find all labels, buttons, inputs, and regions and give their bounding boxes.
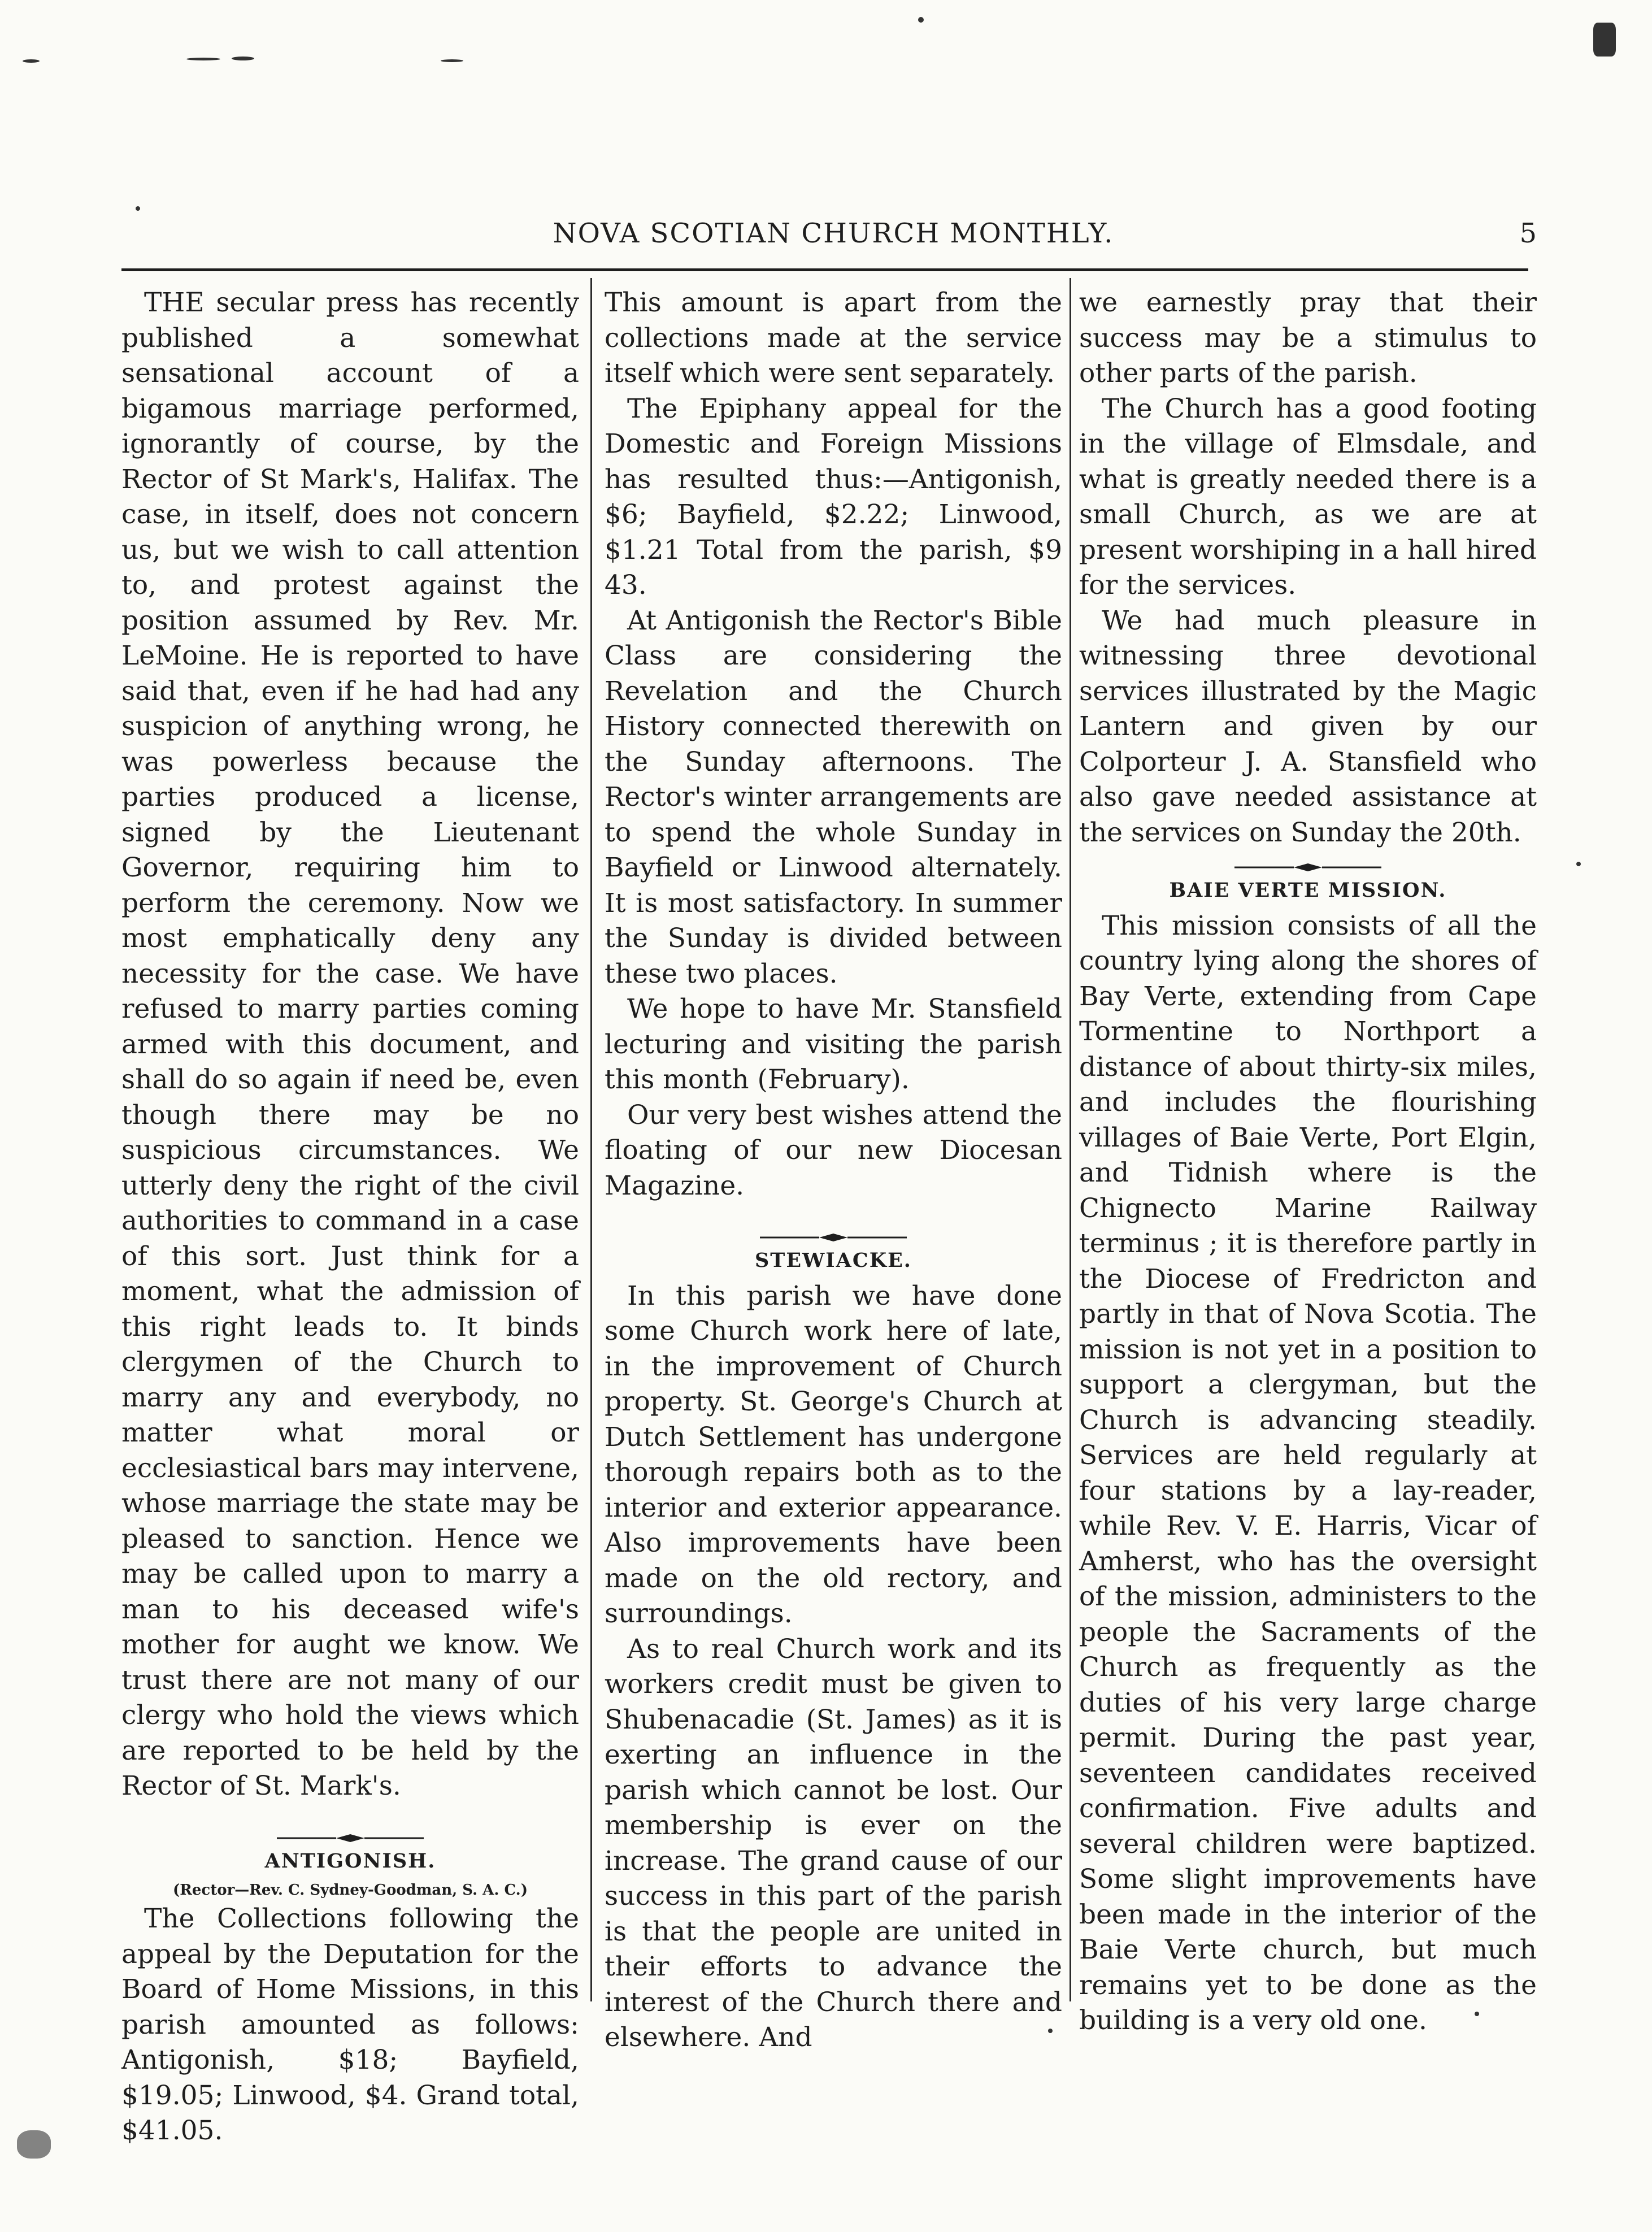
paragraph: This amount is apart from the collections made at the service itself which were sent separately. [605,287,1062,389]
scan-speck [1593,23,1616,57]
paragraph: We hope to have Mr. Stansfield lecturing and visiting the parish this month (February). [605,993,1062,1095]
section-ornament [1079,850,1537,873]
paragraph: In this parish we have done some Church work here of late, in the improvement of Church property. St. George's Church at Dutch Settlement has undergone thorough repairs both as to the interior and exterior appearance. Also improvements have been made on the old rectory, and surroundings. [605,1280,1062,1629]
running-title: NOVA SCOTIAN CHURCH MONTHLY. [553,218,1114,249]
page-header [130,218,1537,263]
section-heading-antigonish: ANTIGONISH. [264,1849,436,1873]
scan-speck [918,17,924,23]
scan-speck [1048,2029,1053,2033]
scan-speck [23,59,40,63]
paragraph: THE secular press has recently published a somewhat sensational account of a bigamous marriage performed, ignorantly of course, by the Rector of St Mark's, Halifax. The case, in itself, does not concern us, but we wish to call attention to, and protest against the position assumed by Rev. Mr. LeMoine. He is reported to have said that, even if he had had any suspicion of anything wrong, he was powerless because the parties produced a license, signed by the Lieutenant Governor, requiring him to perform the ceremony. Now we most emphatically deny any necessity for the case. We have refused to marry parties coming armed with this document, and shall do so again if need be, even though there may be no suspicious circumstances. We utterly deny the right of the civil authorities to command in a case of this sort. Just think for a moment, what the admission of this right leads to. It binds clergymen of the Church to marry any and everybody, no matter what moral or ecclesiastical bars may intervene, whose marriage the state may be pleased to sanction. Hence we may be called upon to marry a man to his deceased wife's mother for aught we know. We trust there are not many of our clergy who hold the views which are reported to be held by the Rector of St. Mark's. [121,287,579,1801]
column-divider [1070,278,1071,2001]
column-2 [605,285,1062,2056]
paragraph: Our very best wishes attend the floating of our new Diocesan Magazine. [605,1099,1062,1201]
section-ornament [605,1221,1062,1243]
paragraph: At Antigonish the Rector's Bible Class are considering the Revelation and the Church History connected therewith on the Sunday afternoons. The Rector's winter arrangements are to spend the whole Sunday in Bayfield or Linwood alternately. It is most satisfactory. In summer the Sunday is divided between these two places. [605,605,1062,989]
scan-speck [1475,2012,1479,2016]
scan-speck [232,57,254,60]
paragraph: we earnestly pray that their success may be a stimulus to other parts of the parish. [1079,287,1537,389]
paragraph: The Epiphany appeal for the Domestic and Foreign Missions has resulted thus:—Antigonish, $6; Bayfield, $2.22; Linwood, $1.21 Total from the parish, $9 43. [605,393,1062,601]
section-heading-stewiacke: STEWIACKE. [755,1249,912,1272]
page-number: 5 [1519,218,1537,249]
scan-speck [1576,862,1581,866]
header-rule [121,268,1528,271]
section-heading-baie-verte: BAIE VERTE MISSION. [1169,879,1447,902]
paragraph: The Church has a good footing in the village of Elmsdale, and what is greatly needed there is a small Church, as we are at present worshiping in a hall hired for the services. [1079,393,1537,601]
scan-speck [136,206,140,211]
paragraph: As to real Church work and its workers credit must be given to Shubenacadie (St. James) as it is exerting an influence in the parish which cannot be lost. Our membership is ever on the increase. The grand cause of our success in this part of the parish is that the people are united in their efforts to advance the interest of the Church there and elsewhere. And [605,1633,1062,2053]
scan-speck [17,2130,51,2159]
scan-speck [186,58,220,60]
section-subheading: (Rector—Rev. C. Sydney-Goodman, S. A. C.) [172,1882,528,1899]
section-ornament [121,1821,579,1844]
column-3 [1079,285,1537,2039]
scan-speck [441,59,463,62]
paragraph: The Collections following the appeal by the Deputation for the Board of Home Missions, in this parish amounted as follows: Antigonish, $18; Bayfield, $19.05; Linwood, $4. Grand total, $41.05. [121,1903,579,2146]
column-divider [590,278,592,2001]
paragraph: This mission consists of all the country lying along the shores of Bay Verte, extending from Cape Tormentine to Northport a distance of about thirty-six miles, and includes the flourishing villages of Baie Verte, Port Elgin, and Tidnish where is the Chignecto Marine Railway terminus ; it is therefore partly in the Diocese of Fredricton and partly in that of Nova Scotia. The mission is not yet in a position to support a clergyman, but the Church is advancing steadily. Services are held regularly at four stations by a lay-reader, while Rev. V. E. Harris, Vicar of Amherst, who has the oversight of the mission, administers to the people the Sacraments of the Church as frequently as the duties of his very large charge permit. During the past year, seventeen candidates received confirmation. Five adults and several children were baptized. Some slight improvements have been made in the interior of the Baie Verte church, but much remains yet to be done as the building is a very old one. [1079,910,1537,2036]
paragraph: We had much pleasure in witnessing three devotional services illustrated by the Magic Lantern and given by our Colporteur J. A. Stansfield who also gave needed assistance at the services on Sunday the 20th. [1079,605,1537,848]
column-1 [121,285,579,2149]
